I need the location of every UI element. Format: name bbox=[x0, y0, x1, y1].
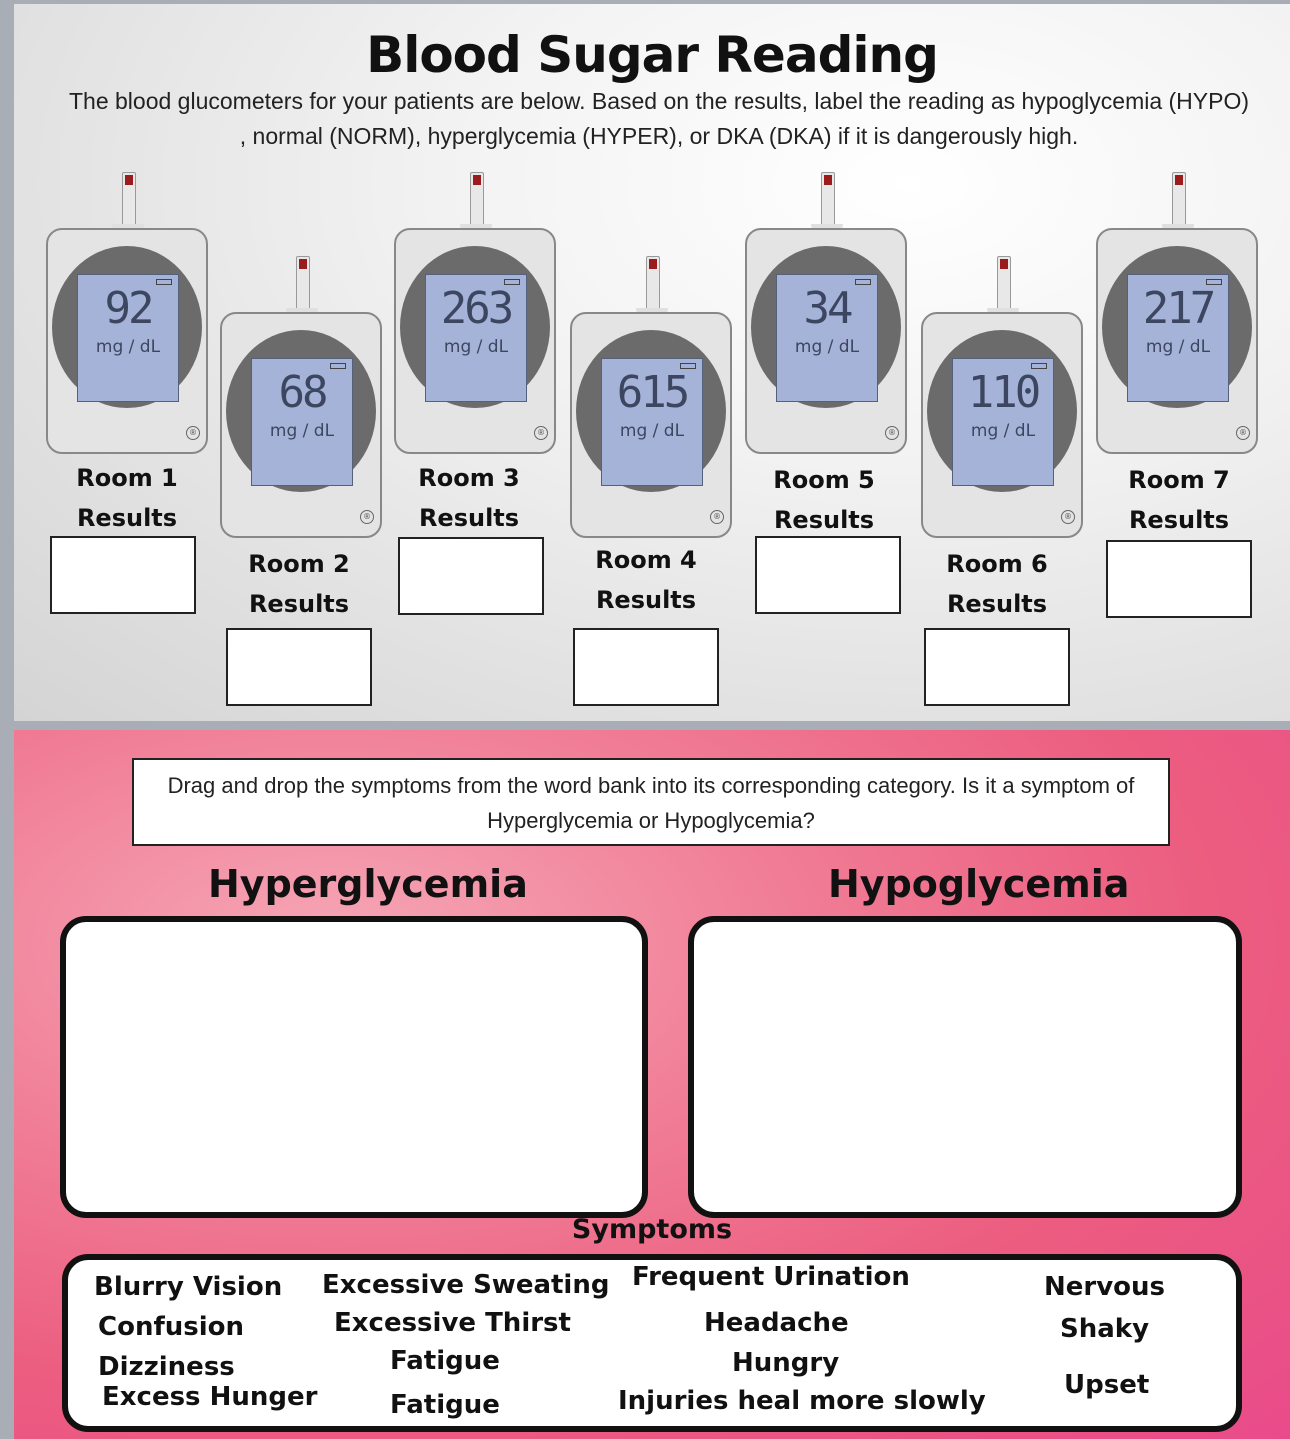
symptom-fatigue[interactable]: Fatigue bbox=[390, 1346, 500, 1376]
results-label: Results bbox=[773, 506, 875, 534]
unit-label: mg / dL bbox=[269, 421, 335, 441]
room-3-answer-box[interactable] bbox=[398, 537, 544, 615]
room-name: Room 5 bbox=[773, 466, 875, 494]
glucose-reading: 68 bbox=[278, 367, 326, 418]
unit-label: mg / dL bbox=[970, 421, 1036, 441]
page-title: Blood Sugar Reading bbox=[366, 26, 938, 84]
room-5-answer-box[interactable] bbox=[755, 536, 901, 614]
test-strip-icon bbox=[470, 172, 484, 232]
test-strip-icon bbox=[122, 172, 136, 232]
room-name: Room 2 bbox=[248, 550, 350, 578]
symptom-blurry-vision[interactable]: Blurry Vision bbox=[94, 1272, 283, 1302]
glucose-reading: 615 bbox=[616, 367, 688, 418]
results-label: Results bbox=[418, 504, 520, 532]
unit-label: mg / dL bbox=[95, 337, 161, 357]
test-strip-icon bbox=[1172, 172, 1186, 232]
hypoglycemia-heading: Hypoglycemia bbox=[828, 862, 1130, 906]
symptom-excess-hunger[interactable]: Excess Hunger bbox=[102, 1382, 318, 1412]
drag-instructions: Drag and drop the symptoms from the word bank into its corresponding category. Is it a symptom of Hyperglycemia or Hypoglycemia? bbox=[132, 758, 1170, 846]
unit-label: mg / dL bbox=[1145, 337, 1211, 357]
results-label: Results bbox=[595, 586, 697, 614]
glucometer-room-6 bbox=[921, 256, 1083, 521]
glucometer-room-2 bbox=[220, 256, 382, 521]
room-6-label bbox=[922, 544, 1072, 624]
hyperglycemia-heading: Hyperglycemia bbox=[208, 862, 528, 906]
glucometer-room-1 bbox=[46, 172, 208, 437]
symptom-injuries-heal-slowly[interactable]: Injuries heal more slowly bbox=[618, 1386, 986, 1416]
results-label: Results bbox=[76, 504, 178, 532]
symptoms-slide bbox=[14, 730, 1290, 1439]
symptom-frequent-urination[interactable]: Frequent Urination bbox=[632, 1262, 910, 1292]
test-strip-icon bbox=[997, 256, 1011, 316]
reading-instructions: The blood glucometers for your patients are below. Based on the results, label the reading as hypoglycemia (HYPO) , normal (NORM), hyperglycemia (HYPER), or DKA (DKA) if it is dangerously high. bbox=[68, 88, 1250, 149]
test-strip-icon bbox=[296, 256, 310, 316]
brand-logo-icon: ® bbox=[885, 426, 899, 440]
room-name: Room 1 bbox=[76, 464, 178, 492]
brand-logo-icon: ® bbox=[360, 510, 374, 524]
room-1-label bbox=[52, 458, 202, 538]
room-7-answer-box[interactable] bbox=[1106, 540, 1252, 618]
symptom-fatigue-2[interactable]: Fatigue bbox=[390, 1390, 500, 1420]
results-label: Results bbox=[1128, 506, 1230, 534]
results-label: Results bbox=[946, 590, 1048, 618]
symptom-excessive-sweating[interactable]: Excessive Sweating bbox=[322, 1270, 610, 1300]
room-6-answer-box[interactable] bbox=[924, 628, 1070, 706]
room-name: Room 6 bbox=[946, 550, 1048, 578]
glucose-reading: 34 bbox=[803, 283, 851, 334]
room-3-label bbox=[394, 458, 544, 538]
brand-logo-icon: ® bbox=[1236, 426, 1250, 440]
glucometer-room-7 bbox=[1096, 172, 1258, 437]
blood-sugar-slide bbox=[14, 4, 1290, 721]
room-4-label bbox=[571, 540, 721, 620]
symptom-confusion[interactable]: Confusion bbox=[98, 1312, 245, 1342]
glucose-reading: 217 bbox=[1142, 283, 1214, 334]
hyperglycemia-drop-zone[interactable] bbox=[60, 916, 648, 1218]
brand-logo-icon: ® bbox=[1061, 510, 1075, 524]
unit-label: mg / dL bbox=[443, 337, 509, 357]
unit-label: mg / dL bbox=[794, 337, 860, 357]
symptom-nervous[interactable]: Nervous bbox=[1044, 1272, 1166, 1302]
results-label: Results bbox=[248, 590, 350, 618]
symptom-upset[interactable]: Upset bbox=[1064, 1370, 1150, 1400]
room-2-label bbox=[224, 544, 374, 624]
room-2-answer-box[interactable] bbox=[226, 628, 372, 706]
brand-logo-icon: ® bbox=[710, 510, 724, 524]
room-name: Room 4 bbox=[595, 546, 697, 574]
symptom-headache[interactable]: Headache bbox=[704, 1308, 849, 1338]
brand-logo-icon: ® bbox=[534, 426, 548, 440]
room-5-label bbox=[749, 460, 899, 540]
room-1-answer-box[interactable] bbox=[50, 536, 196, 614]
room-4-answer-box[interactable] bbox=[573, 628, 719, 706]
symptom-excessive-thirst[interactable]: Excessive Thirst bbox=[334, 1308, 571, 1338]
symptom-hungry[interactable]: Hungry bbox=[732, 1348, 840, 1378]
test-strip-icon bbox=[646, 256, 660, 316]
glucometer-room-4 bbox=[570, 256, 732, 521]
glucometer-room-5 bbox=[745, 172, 907, 437]
test-strip-icon bbox=[821, 172, 835, 232]
hypoglycemia-drop-zone[interactable] bbox=[688, 916, 1242, 1218]
symptoms-heading: Symptoms bbox=[571, 1214, 733, 1245]
room-7-label bbox=[1104, 460, 1254, 540]
symptom-dizziness[interactable]: Dizziness bbox=[98, 1352, 235, 1382]
glucose-reading: 92 bbox=[104, 283, 152, 334]
symptom-shaky[interactable]: Shaky bbox=[1060, 1314, 1150, 1344]
glucometer-room-3 bbox=[394, 172, 556, 437]
glucose-reading: 110 bbox=[967, 367, 1039, 418]
room-name: Room 7 bbox=[1128, 466, 1230, 494]
glucose-reading: 263 bbox=[440, 283, 512, 334]
unit-label: mg / dL bbox=[619, 421, 685, 441]
room-name: Room 3 bbox=[418, 464, 520, 492]
brand-logo-icon: ® bbox=[186, 426, 200, 440]
